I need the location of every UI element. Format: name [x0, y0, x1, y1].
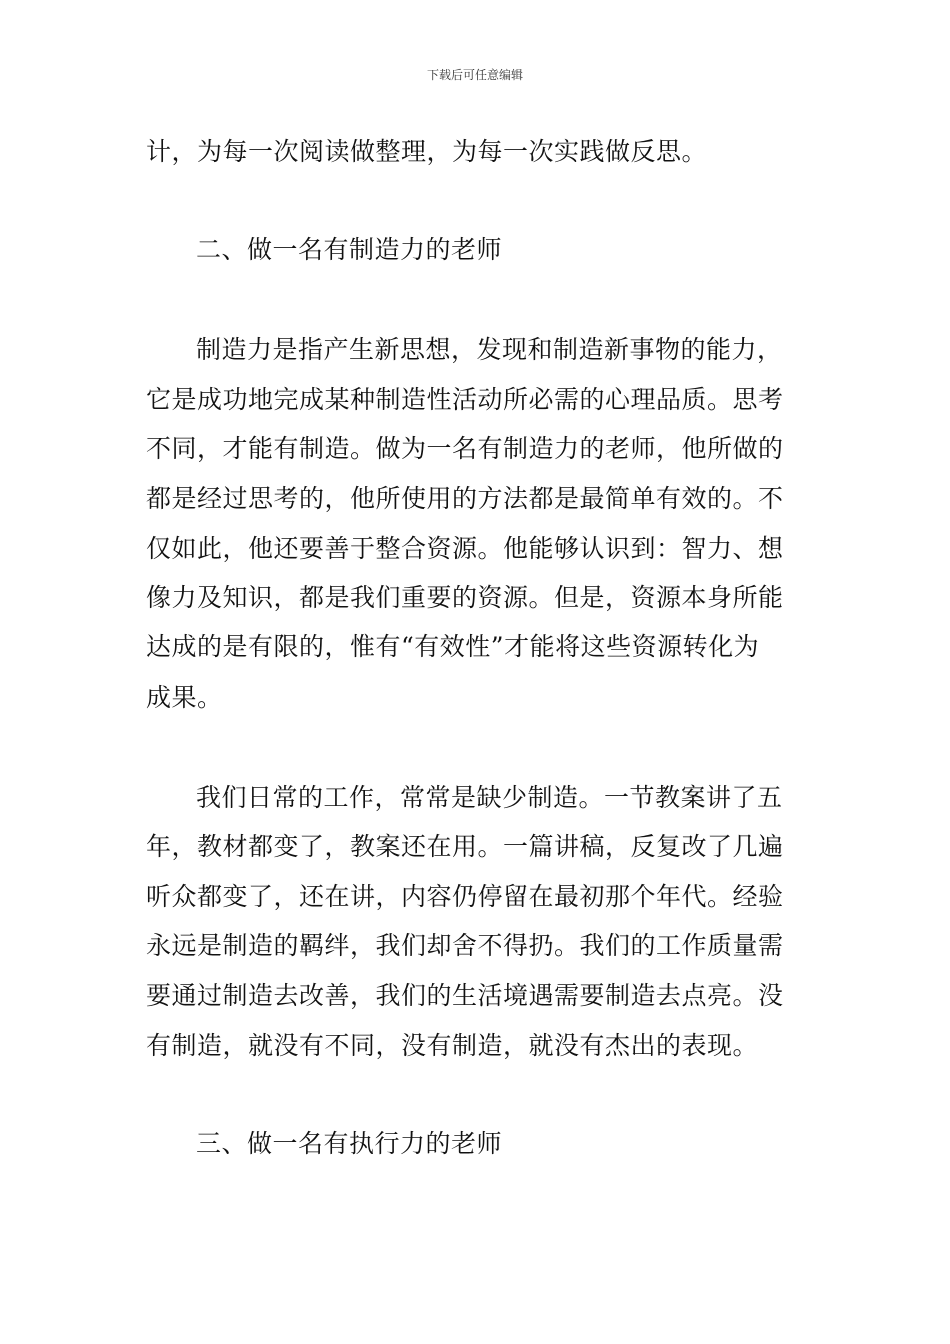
page-header-note: 下载后可任意编辑: [426, 68, 523, 82]
paragraph-line: 永远是制造的羁绊，我们却舍不得扔。我们的工作质量需: [146, 931, 784, 960]
paragraph-line: 都是经过思考的，他所使用的方法都是最简单有效的。不: [146, 484, 784, 513]
paragraph-line: 制造力是指产生新思想，发现和制造新事物的能力，: [196, 335, 783, 364]
paragraph-line: 有制造，就没有不同，没有制造，就没有杰出的表现。: [146, 1031, 759, 1060]
paragraph-line: 计，为每一次阅读做整理，为每一次实践做反思。: [146, 137, 708, 166]
paragraph-line: 它是成功地完成某种制造性活动所必需的心理品质。思考: [146, 385, 784, 414]
paragraph-line: 不同，才能有制造。做为一名有制造力的老师，他所做的: [146, 434, 784, 463]
section-heading: 二、做一名有制造力的老师: [196, 235, 503, 264]
section-heading: 三、做一名有执行力的老师: [196, 1129, 503, 1158]
paragraph-line: 听众都变了，还在讲，内容仍停留在最初那个年代。经验: [146, 882, 784, 911]
paragraph-line: 要通过制造去改善，我们的生活境遇需要制造去点亮。没: [146, 981, 784, 1010]
paragraph-line: 达成的是有限的，惟有“有效性”才能将这些资源转化为: [146, 632, 760, 661]
paragraph-line: 我们日常的工作，常常是缺少制造。一节教案讲了五: [196, 783, 783, 812]
paragraph-line: 像力及知识，都是我们重要的资源。但是，资源本身所能: [146, 583, 784, 612]
paragraph-line: 年，教材都变了，教案还在用。一篇讲稿，反复改了几遍: [146, 832, 784, 861]
paragraph-line: 成果。: [146, 683, 223, 712]
paragraph-line: 仅如此，他还要善于整合资源。他能够认识到：智力、想: [146, 534, 784, 563]
